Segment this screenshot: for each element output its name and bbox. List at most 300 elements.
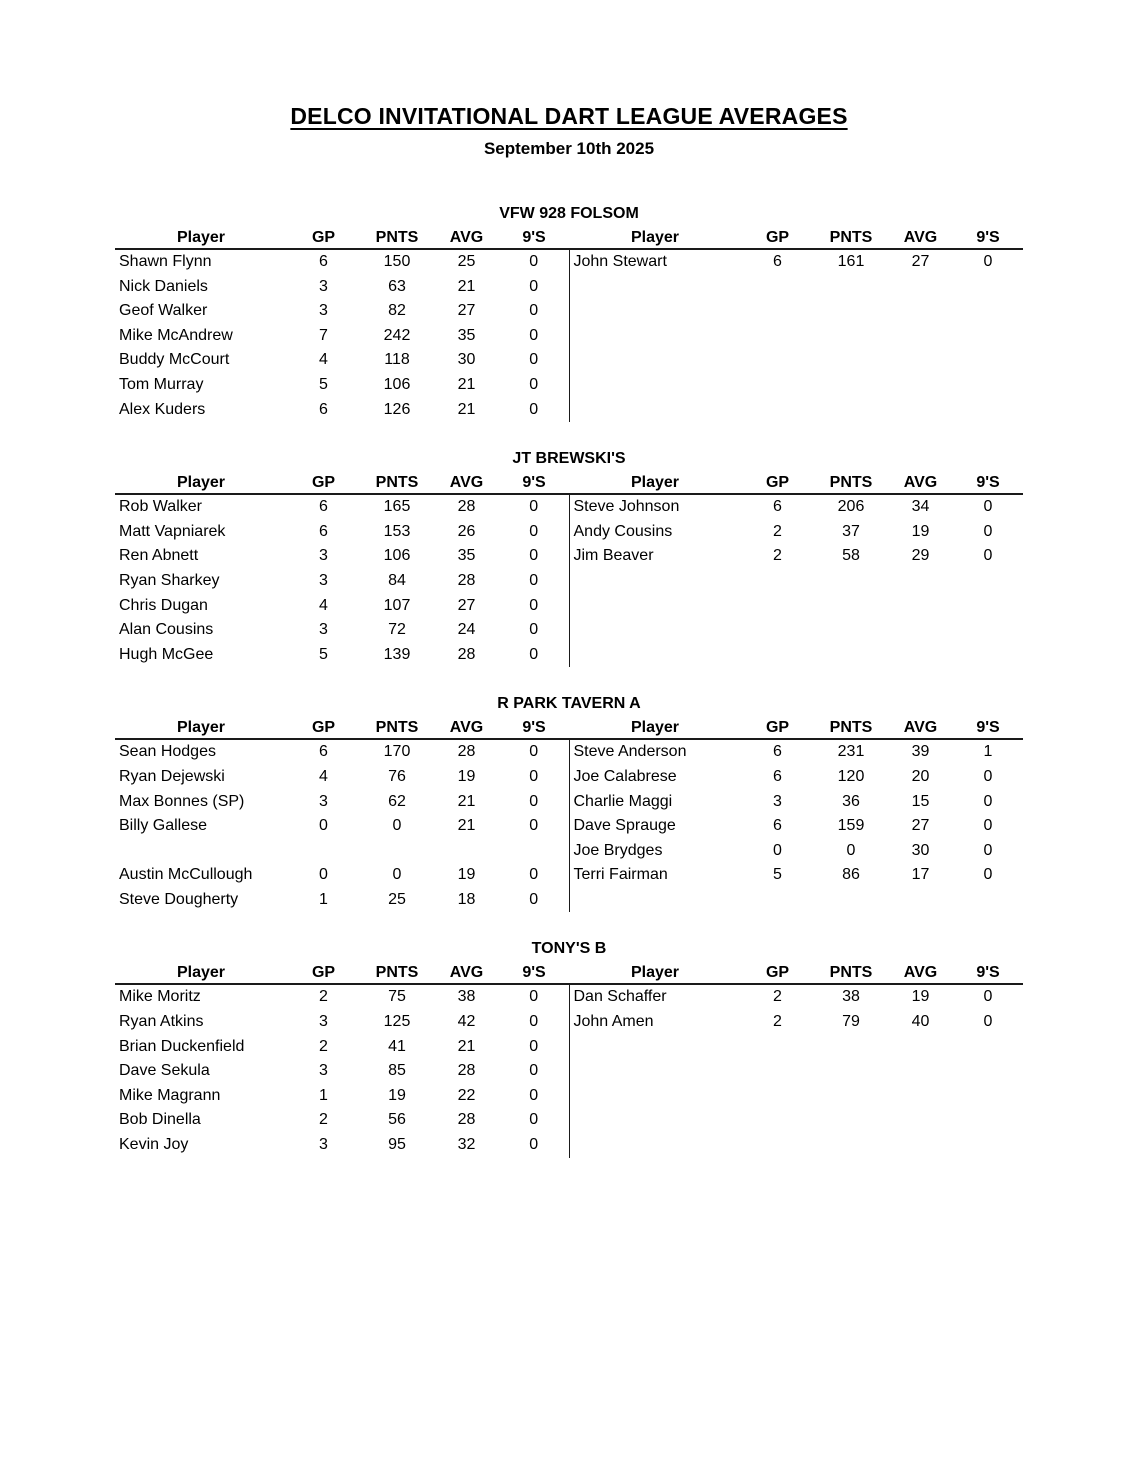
stat-cell (953, 1084, 1023, 1109)
stat-cell: 82 (388, 302, 406, 320)
stat-cell: 3 (319, 302, 328, 320)
sections (0, 204, 1138, 1158)
table-row (115, 373, 1023, 398)
stat-cell: 3 (319, 277, 328, 295)
stat-cell: 0 (983, 253, 993, 270)
player-name-cell (569, 1084, 741, 1109)
stat-cell: 159 (837, 817, 865, 835)
stat-cell: 6 (773, 253, 782, 270)
player-name-cell: Max Bonnes (SP) (119, 792, 245, 810)
stat-cell (741, 1059, 814, 1084)
stat-cell: 35 (457, 547, 476, 565)
player-name-cell: Dave Sekula (119, 1062, 210, 1080)
stat-cell (814, 324, 888, 349)
player-name-cell (569, 618, 741, 643)
stat-cell: 0 (529, 571, 539, 589)
stat-cell: 0 (529, 1013, 539, 1031)
stat-cell: 2 (773, 988, 782, 1006)
stat-cell: 3 (319, 621, 328, 639)
table-row (115, 1059, 1023, 1084)
stat-cell (953, 348, 1023, 373)
stat-cell: 20 (911, 767, 930, 785)
player-name-cell: Steve Anderson (569, 739, 741, 765)
column-header: AVG (888, 227, 953, 249)
stat-cell: 85 (388, 1062, 406, 1080)
stat-cell: 39 (911, 743, 930, 761)
column-header: 9'S (953, 472, 1023, 494)
stat-cell (814, 348, 888, 373)
stat-cell (741, 1108, 814, 1133)
header-row (115, 472, 1023, 494)
stat-cell (741, 1133, 814, 1158)
table-row (115, 739, 1023, 765)
stat-cell: 0 (529, 645, 539, 663)
player-name-cell: Hugh McGee (119, 645, 214, 663)
stat-cell: 5 (773, 866, 782, 884)
stat-cell (953, 324, 1023, 349)
stat-cell: 21 (457, 817, 476, 835)
player-name-cell: Sean Hodges (119, 743, 216, 761)
averages-table (115, 962, 1023, 1157)
stat-cell: 6 (319, 498, 328, 516)
stat-cell: 2 (319, 1111, 328, 1129)
stat-cell (888, 618, 953, 643)
table-row (115, 520, 1023, 545)
stat-cell: 150 (383, 253, 411, 270)
player-name-cell: Mike Moritz (119, 988, 201, 1006)
player-name-cell: Alan Cousins (119, 621, 214, 639)
column-header: PNTS (360, 717, 434, 739)
stat-cell: 165 (383, 498, 411, 516)
stat-cell: 2 (773, 547, 782, 565)
stat-cell: 0 (983, 866, 993, 884)
player-name-cell (569, 1035, 741, 1060)
stat-cell: 125 (383, 1013, 411, 1031)
stat-cell: 63 (388, 277, 406, 295)
player-name-cell (569, 569, 741, 594)
stat-cell (814, 275, 888, 300)
stat-cell: 6 (773, 767, 782, 785)
stat-cell (814, 1035, 888, 1060)
stat-cell: 118 (384, 351, 410, 369)
table-row (115, 790, 1023, 815)
stat-cell: 7 (319, 326, 328, 344)
stat-cell: 2 (773, 1013, 782, 1031)
stat-cell: 0 (983, 498, 993, 516)
team-section (115, 449, 1023, 667)
stat-cell (814, 398, 888, 423)
player-name-cell: Rob Walker (119, 498, 202, 516)
player-name-cell (569, 324, 741, 349)
stat-cell: 0 (529, 1111, 539, 1129)
stat-cell (814, 1133, 888, 1158)
stat-cell (360, 839, 434, 864)
player-name-cell: Joe Brydges (569, 839, 741, 864)
stat-cell (741, 618, 814, 643)
stat-cell (741, 398, 814, 423)
stat-cell (888, 569, 953, 594)
table-row (115, 249, 1023, 275)
stat-cell (953, 569, 1023, 594)
stat-cell: 153 (383, 522, 411, 540)
stat-cell: 0 (983, 1013, 993, 1031)
player-name-cell: Steve Dougherty (119, 890, 239, 908)
stat-cell: 6 (773, 743, 782, 761)
stat-cell: 42 (457, 1013, 476, 1031)
table-row (115, 324, 1023, 349)
player-name-cell: John Amen (569, 1010, 741, 1035)
stat-cell (741, 299, 814, 324)
stat-cell: 21 (457, 277, 476, 295)
stat-cell: 0 (529, 1136, 539, 1154)
stat-cell: 0 (529, 277, 539, 295)
column-header: 9'S (499, 962, 569, 984)
stat-cell (953, 373, 1023, 398)
column-header: 9'S (499, 472, 569, 494)
player-name-cell (569, 1108, 741, 1133)
stat-cell (814, 569, 888, 594)
player-name-cell (569, 275, 741, 300)
stat-cell: 139 (383, 645, 411, 663)
player-name-cell: Chris Dugan (119, 596, 208, 614)
stat-cell: 0 (319, 866, 328, 884)
player-name-cell: Jim Beaver (569, 544, 741, 569)
player-name-cell (569, 888, 741, 913)
player-name-cell (569, 594, 741, 619)
stat-cell (953, 398, 1023, 423)
stat-cell: 0 (529, 1086, 539, 1104)
stat-cell: 0 (529, 351, 539, 369)
stat-cell: 41 (388, 1037, 406, 1055)
stat-cell: 17 (911, 866, 930, 884)
player-name-cell: Matt Vapniarek (119, 522, 226, 540)
column-header: PNTS (360, 472, 434, 494)
stat-cell: 0 (529, 253, 539, 270)
stat-cell: 72 (388, 621, 406, 639)
stat-cell: 1 (319, 890, 328, 908)
stat-cell: 19 (457, 767, 476, 785)
table-row (115, 984, 1023, 1010)
table-row (115, 299, 1023, 324)
stat-cell (953, 594, 1023, 619)
stat-cell (814, 299, 888, 324)
table-row (115, 398, 1023, 423)
stat-cell: 38 (457, 988, 476, 1006)
stat-cell: 37 (842, 522, 860, 540)
stat-cell: 3 (319, 792, 328, 810)
stat-cell: 0 (983, 792, 993, 810)
stat-cell: 106 (383, 375, 411, 393)
averages-table (115, 717, 1023, 912)
stat-cell (888, 275, 953, 300)
stat-cell: 5 (319, 375, 328, 393)
stat-cell: 79 (842, 1013, 860, 1031)
stat-cell: 6 (319, 400, 328, 418)
stat-cell (888, 1084, 953, 1109)
stat-cell: 36 (842, 792, 860, 810)
stat-cell (814, 643, 888, 668)
stat-cell: 28 (457, 743, 476, 761)
table-row (115, 765, 1023, 790)
stat-cell: 161 (837, 253, 865, 270)
stat-cell: 6 (319, 253, 328, 270)
column-header: PNTS (814, 962, 888, 984)
stat-cell (499, 839, 569, 864)
stat-cell: 0 (529, 988, 539, 1006)
stat-cell (953, 618, 1023, 643)
stat-cell (888, 1035, 953, 1060)
stat-cell (953, 1059, 1023, 1084)
stat-cell: 30 (911, 841, 930, 859)
player-name-cell: Brian Duckenfield (119, 1037, 245, 1055)
stat-cell: 0 (529, 302, 539, 320)
table-row (115, 1108, 1023, 1133)
table-row (115, 643, 1023, 668)
stat-cell: 76 (388, 767, 406, 785)
stat-cell (741, 275, 814, 300)
stat-cell: 34 (911, 498, 930, 516)
stat-cell: 4 (319, 596, 328, 614)
column-header: AVG (888, 717, 953, 739)
stat-cell: 25 (388, 890, 406, 908)
stat-cell: 28 (457, 498, 476, 516)
column-header: Player (569, 717, 741, 739)
player-name-cell: Nick Daniels (119, 277, 208, 295)
stat-cell (741, 643, 814, 668)
player-name-cell: John Stewart (569, 249, 741, 275)
team-section (115, 204, 1023, 422)
table-row (115, 494, 1023, 520)
stat-cell: 0 (983, 547, 993, 565)
stat-cell: 27 (911, 817, 930, 835)
header-row (115, 227, 1023, 249)
stat-cell: 2 (773, 522, 782, 540)
stat-cell (741, 1084, 814, 1109)
table-row (115, 863, 1023, 888)
player-name-cell: Mike Magrann (119, 1086, 221, 1104)
player-name-cell: Terri Fairman (569, 863, 741, 888)
player-name-cell: Bob Dinella (119, 1111, 201, 1129)
stat-cell (888, 1059, 953, 1084)
table-row (115, 618, 1023, 643)
stat-cell: 56 (388, 1111, 406, 1129)
stat-cell: 27 (457, 302, 476, 320)
stat-cell: 19 (911, 988, 930, 1006)
column-header: AVG (434, 717, 499, 739)
column-header: Player (115, 962, 287, 984)
player-name-cell: Steve Johnson (569, 494, 741, 520)
averages-table (115, 472, 1023, 667)
stat-cell (814, 373, 888, 398)
team-name: VFW 928 FOLSOM (499, 205, 639, 222)
stat-cell: 19 (911, 522, 930, 540)
stat-cell: 21 (457, 792, 476, 810)
stat-cell: 19 (457, 866, 476, 884)
stat-cell (888, 1108, 953, 1133)
stat-cell (888, 1133, 953, 1158)
table-row (115, 888, 1023, 913)
stat-cell: 126 (383, 400, 411, 418)
column-header: 9'S (499, 717, 569, 739)
player-name-cell: Mike McAndrew (119, 326, 233, 344)
team-section (115, 694, 1023, 912)
stat-cell: 6 (773, 498, 782, 516)
stat-cell: 3 (319, 1062, 328, 1080)
stat-cell: 1 (983, 743, 993, 761)
stat-cell: 120 (837, 767, 865, 785)
stat-cell: 0 (773, 841, 782, 859)
stat-cell: 170 (383, 743, 411, 761)
column-header: PNTS (814, 227, 888, 249)
averages-table (115, 227, 1023, 422)
player-name-cell (115, 839, 287, 864)
team-section (115, 939, 1023, 1157)
stat-cell: 29 (911, 547, 930, 565)
column-header: GP (741, 472, 814, 494)
column-header: Player (115, 472, 287, 494)
stat-cell (741, 888, 814, 913)
stat-cell: 0 (529, 547, 539, 565)
table-row (115, 1084, 1023, 1109)
stat-cell: 62 (388, 792, 406, 810)
stat-cell: 242 (383, 326, 411, 344)
column-header: GP (741, 717, 814, 739)
player-name-cell: Buddy McCourt (119, 351, 230, 369)
stat-cell: 3 (319, 1136, 328, 1154)
table-row (115, 275, 1023, 300)
stat-cell: 0 (529, 375, 539, 393)
stat-cell: 27 (457, 596, 476, 614)
player-name-cell (569, 643, 741, 668)
stat-cell (888, 594, 953, 619)
stat-cell: 0 (983, 988, 993, 1006)
column-header: 9'S (953, 717, 1023, 739)
stat-cell (953, 888, 1023, 913)
stat-cell: 4 (319, 351, 328, 369)
stat-cell (434, 839, 499, 864)
stat-cell: 231 (837, 743, 865, 761)
column-header: Player (115, 227, 287, 249)
stat-cell: 0 (983, 522, 993, 540)
column-header: 9'S (499, 227, 569, 249)
column-header: PNTS (360, 227, 434, 249)
stat-cell: 15 (911, 792, 930, 810)
column-header: Player (569, 472, 741, 494)
stat-cell: 106 (383, 547, 411, 565)
stat-cell (741, 1035, 814, 1060)
stat-cell: 206 (837, 498, 865, 516)
stat-cell (814, 618, 888, 643)
player-name-cell: Dave Sprauge (569, 814, 741, 839)
stat-cell: 0 (529, 498, 539, 516)
stat-cell: 6 (319, 522, 328, 540)
stat-cell: 5 (319, 645, 328, 663)
column-header: GP (741, 227, 814, 249)
stat-cell: 0 (529, 743, 539, 761)
stat-cell: 58 (842, 547, 860, 565)
stat-cell: 75 (388, 988, 406, 1006)
stat-cell: 0 (319, 817, 328, 835)
column-header: Player (569, 962, 741, 984)
column-header: GP (287, 717, 360, 739)
column-header: AVG (888, 472, 953, 494)
stat-cell (888, 398, 953, 423)
stat-cell (888, 299, 953, 324)
stat-cell: 0 (529, 817, 539, 835)
player-name-cell: Billy Gallese (119, 817, 208, 835)
stat-cell: 3 (319, 571, 328, 589)
player-name-cell (569, 299, 741, 324)
stat-cell (888, 348, 953, 373)
column-header: GP (287, 227, 360, 249)
column-header: PNTS (814, 717, 888, 739)
player-name-cell: Tom Murray (119, 375, 204, 393)
stat-cell: 0 (529, 326, 539, 344)
stat-cell: 95 (388, 1136, 406, 1154)
stat-cell: 0 (529, 866, 539, 884)
stat-cell: 0 (983, 767, 993, 785)
stat-cell: 24 (457, 621, 476, 639)
table-row (115, 1035, 1023, 1060)
stat-cell (953, 299, 1023, 324)
stat-cell: 0 (529, 1062, 539, 1080)
stat-cell: 25 (457, 253, 476, 270)
stat-cell: 0 (529, 621, 539, 639)
table-row (115, 1133, 1023, 1158)
stat-cell: 30 (457, 351, 476, 369)
stat-cell: 38 (842, 988, 860, 1006)
stat-cell (741, 373, 814, 398)
column-header: AVG (434, 962, 499, 984)
player-name-cell: Geof Walker (119, 302, 208, 320)
stat-cell (814, 1059, 888, 1084)
stat-cell: 28 (457, 1111, 476, 1129)
stat-cell (953, 1108, 1023, 1133)
stat-cell: 3 (773, 792, 782, 810)
player-name-cell: Austin McCullough (119, 866, 253, 884)
stat-cell (888, 324, 953, 349)
stat-cell: 84 (388, 571, 406, 589)
stat-cell: 19 (388, 1086, 406, 1104)
stat-cell (814, 1084, 888, 1109)
column-header: 9'S (953, 227, 1023, 249)
stat-cell: 2 (319, 988, 328, 1006)
stat-cell: 0 (392, 866, 402, 884)
stat-cell: 1 (319, 1086, 328, 1104)
column-header: AVG (434, 472, 499, 494)
player-name-cell: Kevin Joy (119, 1136, 189, 1154)
player-name-cell: Charlie Maggi (569, 790, 741, 815)
stat-cell: 28 (457, 645, 476, 663)
stat-cell: 0 (983, 841, 993, 859)
table-row (115, 348, 1023, 373)
stat-cell (287, 839, 360, 864)
stat-cell: 0 (983, 817, 993, 835)
table-row (115, 569, 1023, 594)
stat-cell (741, 569, 814, 594)
page-date: September 10th 2025 (483, 139, 655, 158)
table-row (115, 1010, 1023, 1035)
stat-cell (741, 348, 814, 373)
stat-cell (741, 324, 814, 349)
table-row (115, 839, 1023, 864)
player-name-cell (569, 1133, 741, 1158)
stat-cell: 0 (392, 817, 402, 835)
stat-cell: 107 (383, 596, 411, 614)
player-name-cell (569, 373, 741, 398)
column-header: GP (287, 472, 360, 494)
stat-cell: 6 (773, 817, 782, 835)
